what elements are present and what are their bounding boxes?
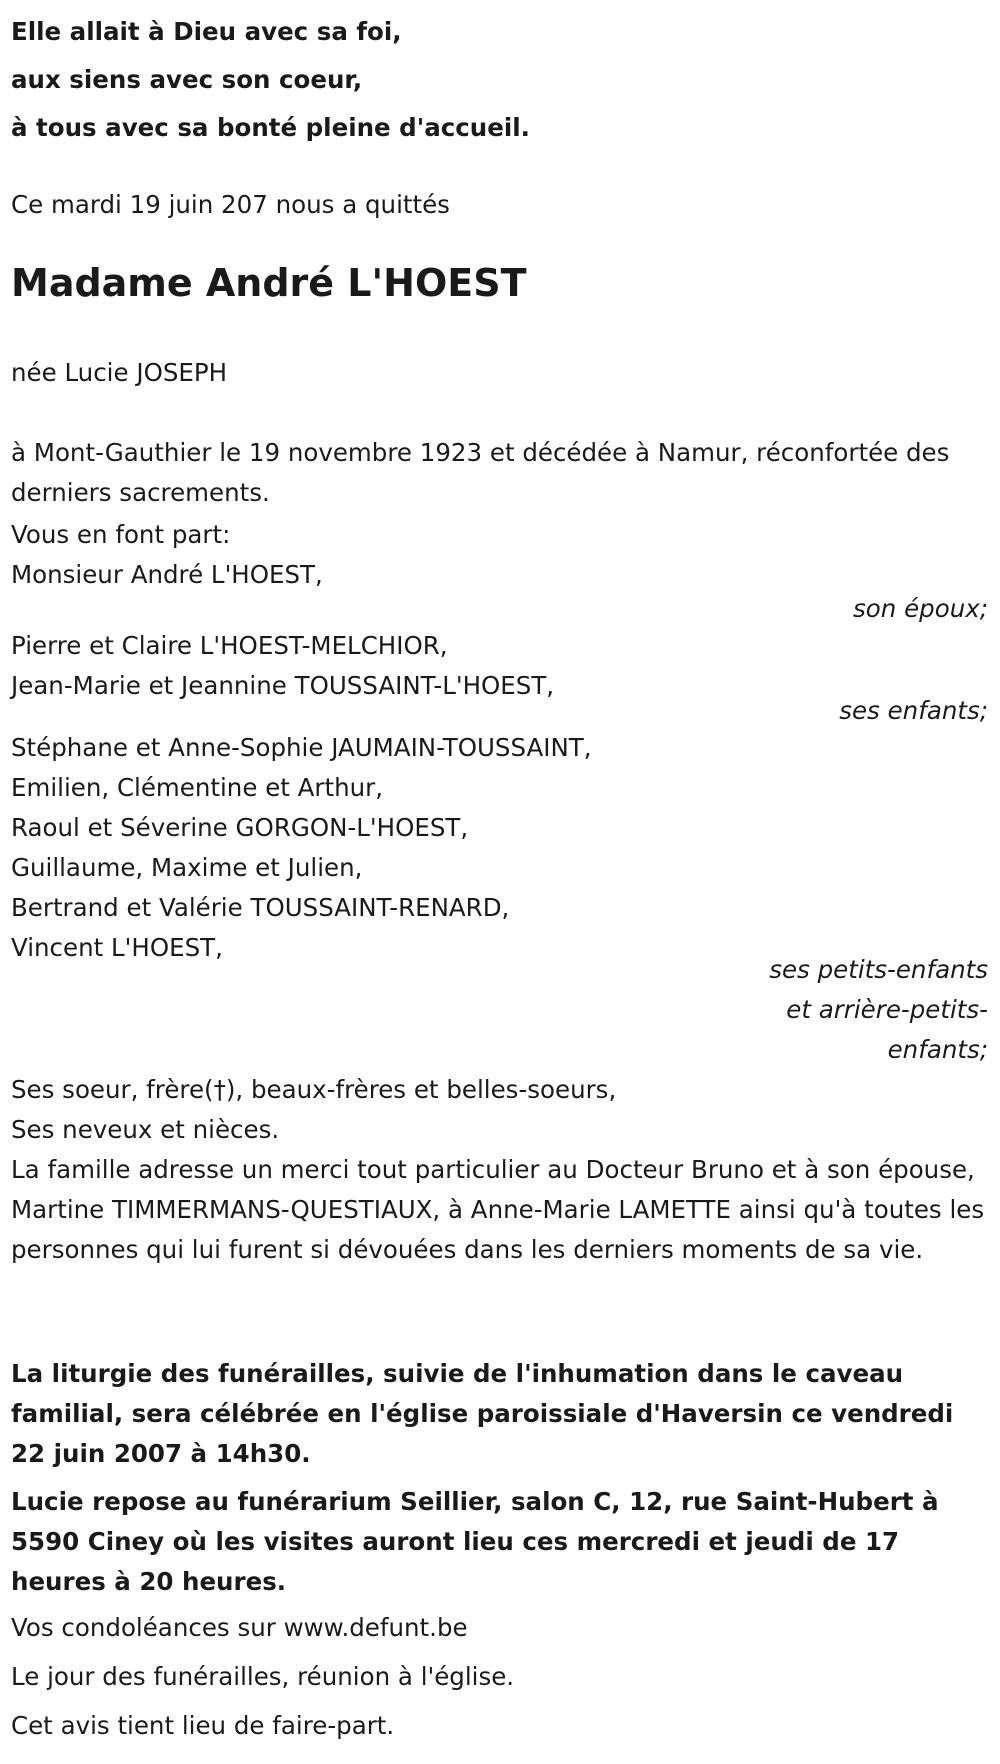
condolences-text: Vos condoléances sur www.defunt.be xyxy=(11,1613,468,1642)
spouse-role: son époux; xyxy=(853,594,988,623)
notice-text: Cet avis tient lieu de faire-part. xyxy=(11,1711,395,1740)
epigraph-line-1: Elle allait à Dieu avec sa foi, xyxy=(11,17,402,46)
grandchild-line: Bertrand et Valérie TOUSSAINT-RENARD, xyxy=(11,893,510,922)
announce-text: Vous en font part: xyxy=(11,520,231,549)
spouse-name: Monsieur André L'HOEST, xyxy=(11,560,323,589)
epigraph-line-2: aux siens avec son coeur, xyxy=(11,65,363,94)
birth-death-text: à Mont-Gauthier le 19 novembre 1923 et décédée à Namur, réconfortée des derniers sacrements. xyxy=(11,438,950,507)
meeting-text: Le jour des funérailles, réunion à l'église. xyxy=(11,1662,515,1691)
grandchild-line: Stéphane et Anne-Sophie JAUMAIN-TOUSSAINT, xyxy=(11,733,592,762)
child-line: Jean-Marie et Jeannine TOUSSAINT-L'HOEST, xyxy=(11,671,555,700)
funerarium-paragraph: Lucie repose au funérarium Seillier, salon C, 12, rue Saint-Hubert à 5590 Ciney où les visites auront lieu ces mercredi et jeudi de 17 heures à 20 heures. xyxy=(11,1487,939,1596)
grandchildren-role-line: et arrière-petits- xyxy=(786,995,988,1024)
intro-text: Ce mardi 19 juin 207 nous a quittés xyxy=(11,190,450,219)
grandchildren-list xyxy=(11,728,986,968)
grandchildren-role xyxy=(769,950,988,1070)
grandchildren-role-line: enfants; xyxy=(887,1035,988,1064)
grandchildren-role-line: ses petits-enfants xyxy=(769,955,988,984)
child-line: Pierre et Claire L'HOEST-MELCHIOR, xyxy=(11,631,448,660)
nephews-text: Ses neveux et nièces. xyxy=(11,1115,280,1144)
grandchild-line: Guillaume, Maxime et Julien, xyxy=(11,853,363,882)
grandchild-line: Emilien, Clémentine et Arthur, xyxy=(11,773,384,802)
liturgy-paragraph: La liturgie des funérailles, suivie de l'inhumation dans le caveau familial, sera célébrée en l'église paroissiale d'Haversin ce vendredi 22 juin 2007 à 14h30. xyxy=(11,1359,954,1468)
epigraph-line-3: à tous avec sa bonté pleine d'accueil. xyxy=(11,113,530,142)
epigraph xyxy=(11,8,530,152)
children-role: ses enfants; xyxy=(839,696,988,725)
grandchild-line: Vincent L'HOEST, xyxy=(11,933,223,962)
siblings-text: Ses soeur, frère(†), beaux-frères et belles-soeurs, xyxy=(11,1075,617,1104)
deceased-name: Madame André L'HOEST xyxy=(11,261,527,305)
born-name: née Lucie JOSEPH xyxy=(11,358,228,387)
thanks-paragraph: La famille adresse un merci tout particulier au Docteur Bruno et à son épouse, Martine TIMMERMANS-QUESTIAUX, à Anne-Marie LAMETTE ainsi qu'à toutes les personnes qui lui furent si dévouées dans les derniers moments de sa vie. xyxy=(11,1155,985,1264)
grandchild-line: Raoul et Séverine GORGON-L'HOEST, xyxy=(11,813,469,842)
